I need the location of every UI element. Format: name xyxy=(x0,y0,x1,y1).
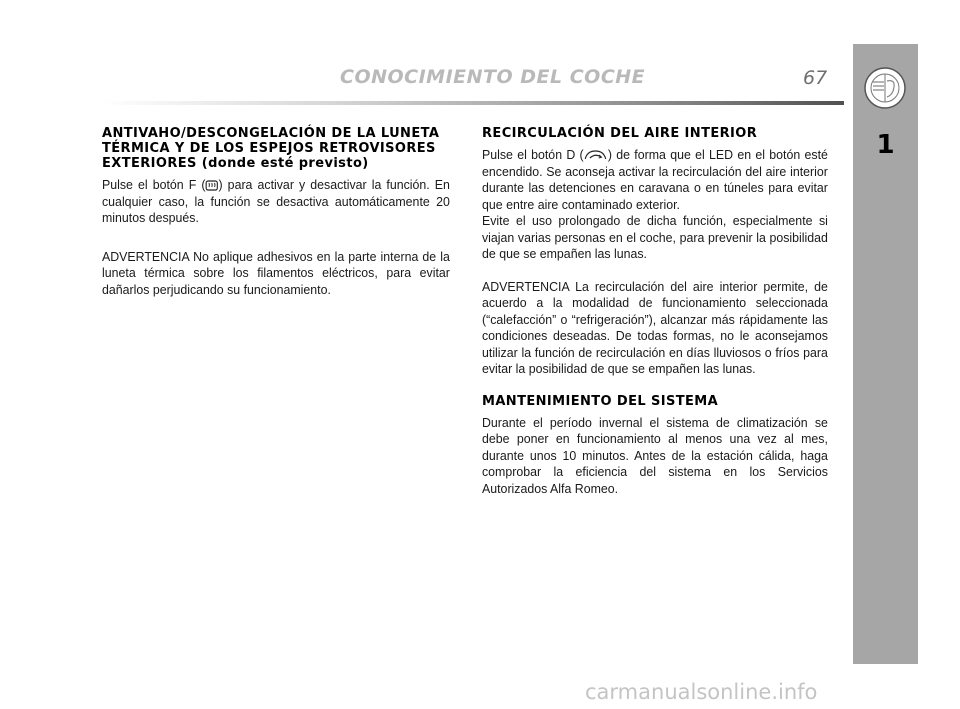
left-column xyxy=(102,126,450,298)
paragraph-advertencia: ADVERTENCIA La recirculación del aire interior permite, de acuerdo a la modalidad de funcionamiento seleccionada (“calefacción” o “refrigeración”), alcanzar más rápidamente las condiciones deseadas. De todas formas, no le aconsejamos utilizar la función de recirculación en días lluviosos o fríos para evitar la posibilidad de que se empañen las lunas. xyxy=(482,278,828,376)
paragraph: Durante el período invernal el sistema de climatización se debe poner en funcionamiento al menos una vez al mes, durante unos 10 minutos. Antes de la estación cálida, haga comprobar la eficiencia del sistema en los Servicios Autorizados Alfa Romeo. xyxy=(482,414,828,496)
chapter-number: 1 xyxy=(876,130,895,160)
header-divider xyxy=(100,101,844,105)
section-heading-maintenance: MANTENIMIENTO DEL SISTEMA xyxy=(482,393,719,409)
right-column xyxy=(482,126,828,497)
paragraph: Pulse el botón D ( ) de forma que el LED en el botón esté encendido. Se aconseja activar la recirculación del aire interior durante las detenciones en caravana o en túneles para evitar que entre aire contaminado exterior. xyxy=(482,147,828,212)
paragraph: Pulse el botón F ( ) para activar y desactivar la función. En cualquier caso, la función se desactiva automáticamente 20 minutos después. xyxy=(102,177,450,225)
section-heading-recirculation: RECIRCULACIÓN DEL AIRE INTERIOR xyxy=(482,126,758,141)
air-recirculation-icon xyxy=(584,149,608,161)
alfa-romeo-logo-icon xyxy=(864,67,906,109)
rear-window-defrost-icon xyxy=(205,179,218,191)
page-number: 67 xyxy=(803,67,828,89)
paragraph-advertencia: ADVERTENCIA No aplique adhesivos en la parte interna de la luneta térmica sobre los filamentos eléctricos, para evitar dañarlos perjudicando su funcionamiento. xyxy=(102,248,450,297)
watermark: carmanualsonline.info xyxy=(585,680,818,704)
page-header-title: CONOCIMIENTO DEL COCHE xyxy=(340,66,646,88)
section-heading-rear-window-defrost: ANTIVAHO/DESCONGELACIÓN DE LA LUNETA TÉRMICA Y DE LOS ESPEJOS RETROVISORES EXTERIORES (donde esté previsto) xyxy=(102,126,440,171)
paragraph: Evite el uso prolongado de dicha función, especialmente si viajan varias personas en el coche, para prevenir la posibilidad de que se empañen las lunas. xyxy=(482,213,828,261)
